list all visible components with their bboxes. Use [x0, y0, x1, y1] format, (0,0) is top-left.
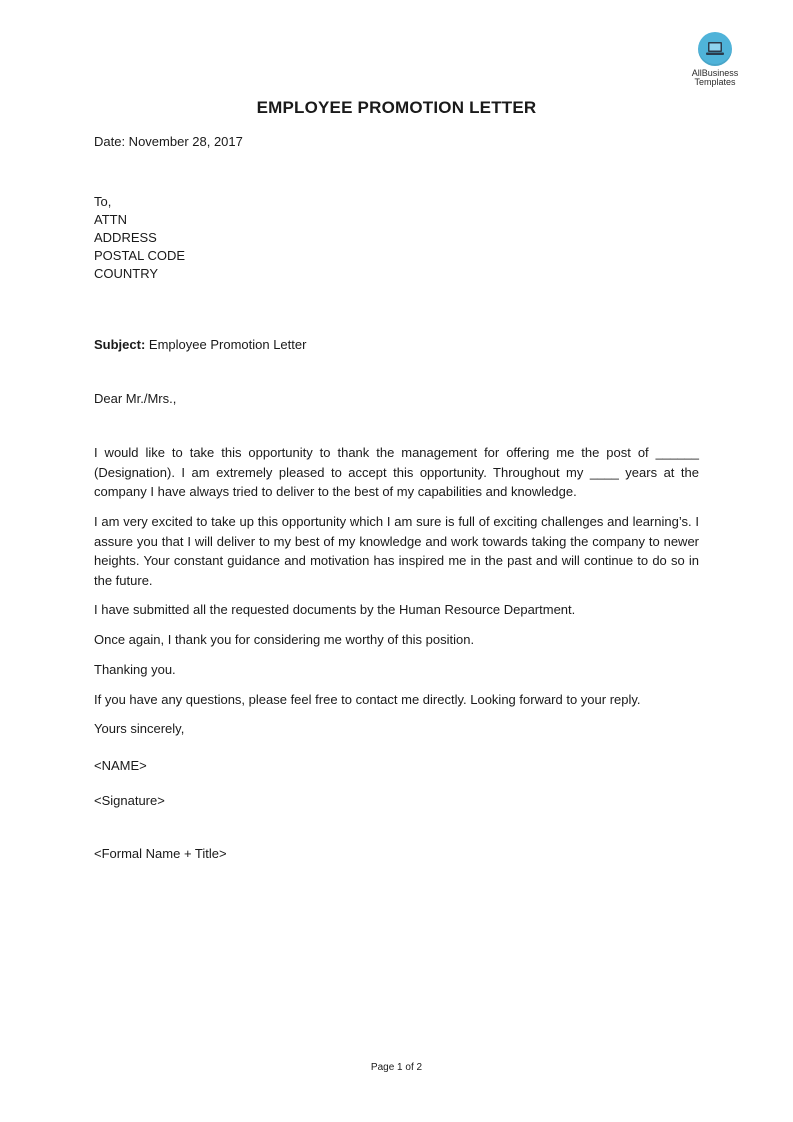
address-attn: ATTN — [94, 212, 127, 227]
formal-name-title: <Formal Name + Title> — [94, 846, 227, 861]
letter-date: Date: November 28, 2017 — [94, 134, 243, 149]
closing: Yours sincerely, — [94, 721, 185, 736]
laptop-icon — [698, 32, 732, 66]
address-country: COUNTRY — [94, 266, 159, 281]
subject-text: Employee Promotion Letter — [148, 337, 307, 352]
signature-placeholder: <Signature> — [94, 793, 165, 808]
body-paragraph-2: I am very excited to take up this opportunity which I am sure is full of exciting challenges and learning’s. I assure you that I will deliver to my best of my knowledge and work towards taking the company to newer heights. Your constant guidance and motivation has inspired me in the past and will continue to do so in the future. — [94, 514, 699, 588]
logo-line-1: AllBusiness — [691, 68, 739, 78]
address-postal-code: POSTAL CODE — [94, 248, 186, 263]
signature-name: <NAME> — [94, 758, 147, 773]
company-logo — [680, 32, 750, 87]
address-line: ADDRESS — [94, 230, 157, 245]
body-paragraph-1: I would like to take this opportunity to thank the management for offering me the post of ______ (Designation). I am extremely pleased to accept this opportunity. Throughout my ____ years at the company I have always tried to deliver to the best of my capabilities and knowledge. — [94, 445, 699, 499]
logo-line-2: Templates — [694, 77, 736, 87]
body-paragraph-6: If you have any questions, please feel free to contact me directly. Looking forward to your reply. — [94, 692, 641, 707]
body-paragraph-3: I have submitted all the requested documents by the Human Resource Department. — [94, 602, 576, 617]
subject-label: Subject: — [94, 337, 146, 352]
body-paragraph-4: Once again, I thank you for considering me worthy of this position. — [94, 632, 475, 647]
page-number: Page 1 of 2 — [370, 1062, 423, 1073]
logo-text — [680, 69, 750, 87]
body-paragraph-5: Thanking you. — [94, 662, 176, 677]
address-to: To, — [94, 194, 112, 209]
salutation: Dear Mr./Mrs., — [94, 391, 177, 406]
subject-line — [94, 336, 306, 354]
document-title: EMPLOYEE PROMOTION LETTER — [256, 98, 537, 117]
